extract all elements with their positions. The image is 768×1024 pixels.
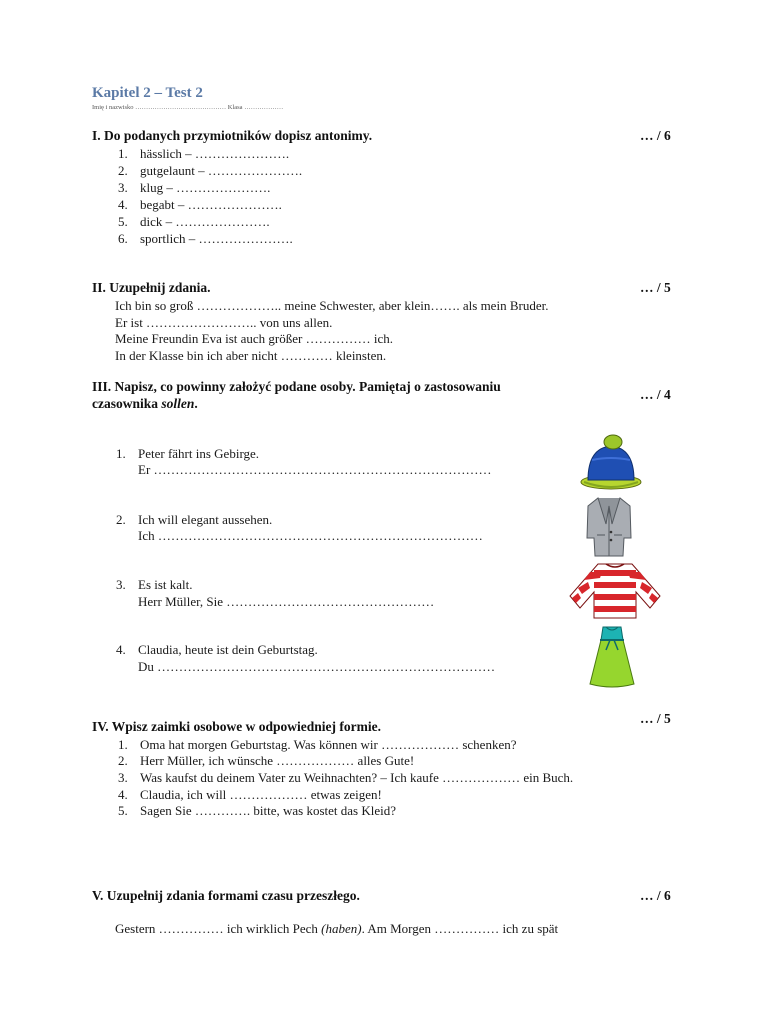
section-1-heading: I. Do podanych przymiotników dopisz antonimy.: [92, 128, 373, 143]
exercise-item-3: 3. Es ist kalt.: [116, 577, 193, 592]
suit-jacket-icon: [584, 494, 634, 560]
green-dress-icon: [588, 624, 636, 690]
answer-line-2: Ich …………………………………………………………………: [138, 528, 483, 543]
section-3-points: … / 4: [640, 387, 671, 402]
exercise-item-1: 1. Peter fährt ins Gebirge.: [116, 446, 260, 461]
page-title: Kapitel 2 – Test 2: [92, 85, 203, 101]
winter-hat-icon: [578, 430, 644, 494]
exercise-item-2: 2. Ich will elegant aussehen.: [116, 512, 273, 527]
section-1-points: … / 6: [640, 128, 671, 143]
answer-line-4: Du ……………………………………………………………………: [138, 659, 496, 674]
section-2-heading: II. Uzupełnij zdania.: [92, 280, 211, 295]
list-item: 6. sportlich – ………………….: [118, 231, 293, 246]
section-3-heading-line2: czasownika sollen.: [92, 396, 198, 411]
list-item: 2. gutgelaunt – ………………….: [118, 163, 303, 178]
sentence-line: Meine Freundin Eva ist auch größer …………… ich.: [115, 331, 393, 346]
section-5-heading: V. Uzupełnij zdania formami czasu przeszłego.: [92, 888, 360, 903]
section-2-points: … / 5: [640, 280, 671, 295]
list-item: 1. hässlich – ………………….: [118, 146, 290, 161]
section-4-heading: IV. Wpisz zaimki osobowe w odpowiedniej formie.: [92, 719, 382, 734]
verb-sollen: sollen: [161, 396, 195, 411]
verb-hint-haben: (haben): [321, 921, 362, 936]
list-item: 5. dick – ………………….: [118, 214, 270, 229]
sentence-line: Ich bin so groß ……………….. meine Schwester, aber klein……. als mein Bruder.: [115, 298, 549, 313]
list-item: 5. Sagen Sie …………. bitte, was kostet das Kleid?: [118, 803, 396, 818]
list-item: 3. klug – ………………….: [118, 180, 271, 195]
list-item: 1. Oma hat morgen Geburtstag. Was können wir ……………… schenken?: [118, 737, 517, 752]
list-item: 3. Was kaufst du deinem Vater zu Weihnachten? – Ich kaufe ……………… ein Buch.: [118, 770, 574, 785]
list-item: 2. Herr Müller, ich wünsche ……………… alles Gute!: [118, 753, 415, 768]
sentence-line: Er ist …………………….. von uns allen.: [115, 315, 333, 330]
section-5-text: Gestern …………… ich wirklich Pech (haben). Am Morgen …………… ich zu spät: [115, 921, 559, 936]
exercise-item-4: 4. Claudia, heute ist dein Geburtstag.: [116, 642, 318, 657]
list-item: 4. Claudia, ich will ……………… etwas zeigen!: [118, 787, 382, 802]
section-4-points: … / 5: [640, 711, 671, 726]
name-class-line: Imię i nazwisko …………………………………… Klasa ………………: [92, 104, 284, 111]
answer-line-3: Herr Müller, Sie …………………………………………: [138, 594, 435, 609]
answer-line-1: Er ……………………………………………………………………: [138, 462, 492, 477]
sentence-line: In der Klasse bin ich aber nicht ………… kleinsten.: [115, 348, 387, 363]
striped-sweater-icon: [562, 560, 668, 622]
section-5-points: … / 6: [640, 888, 671, 903]
section-3-heading-line1: III. Napisz, co powinny założyć podane osoby. Pamiętaj o zastosowaniu: [92, 379, 501, 394]
list-item: 4. begabt – ………………….: [118, 197, 282, 212]
